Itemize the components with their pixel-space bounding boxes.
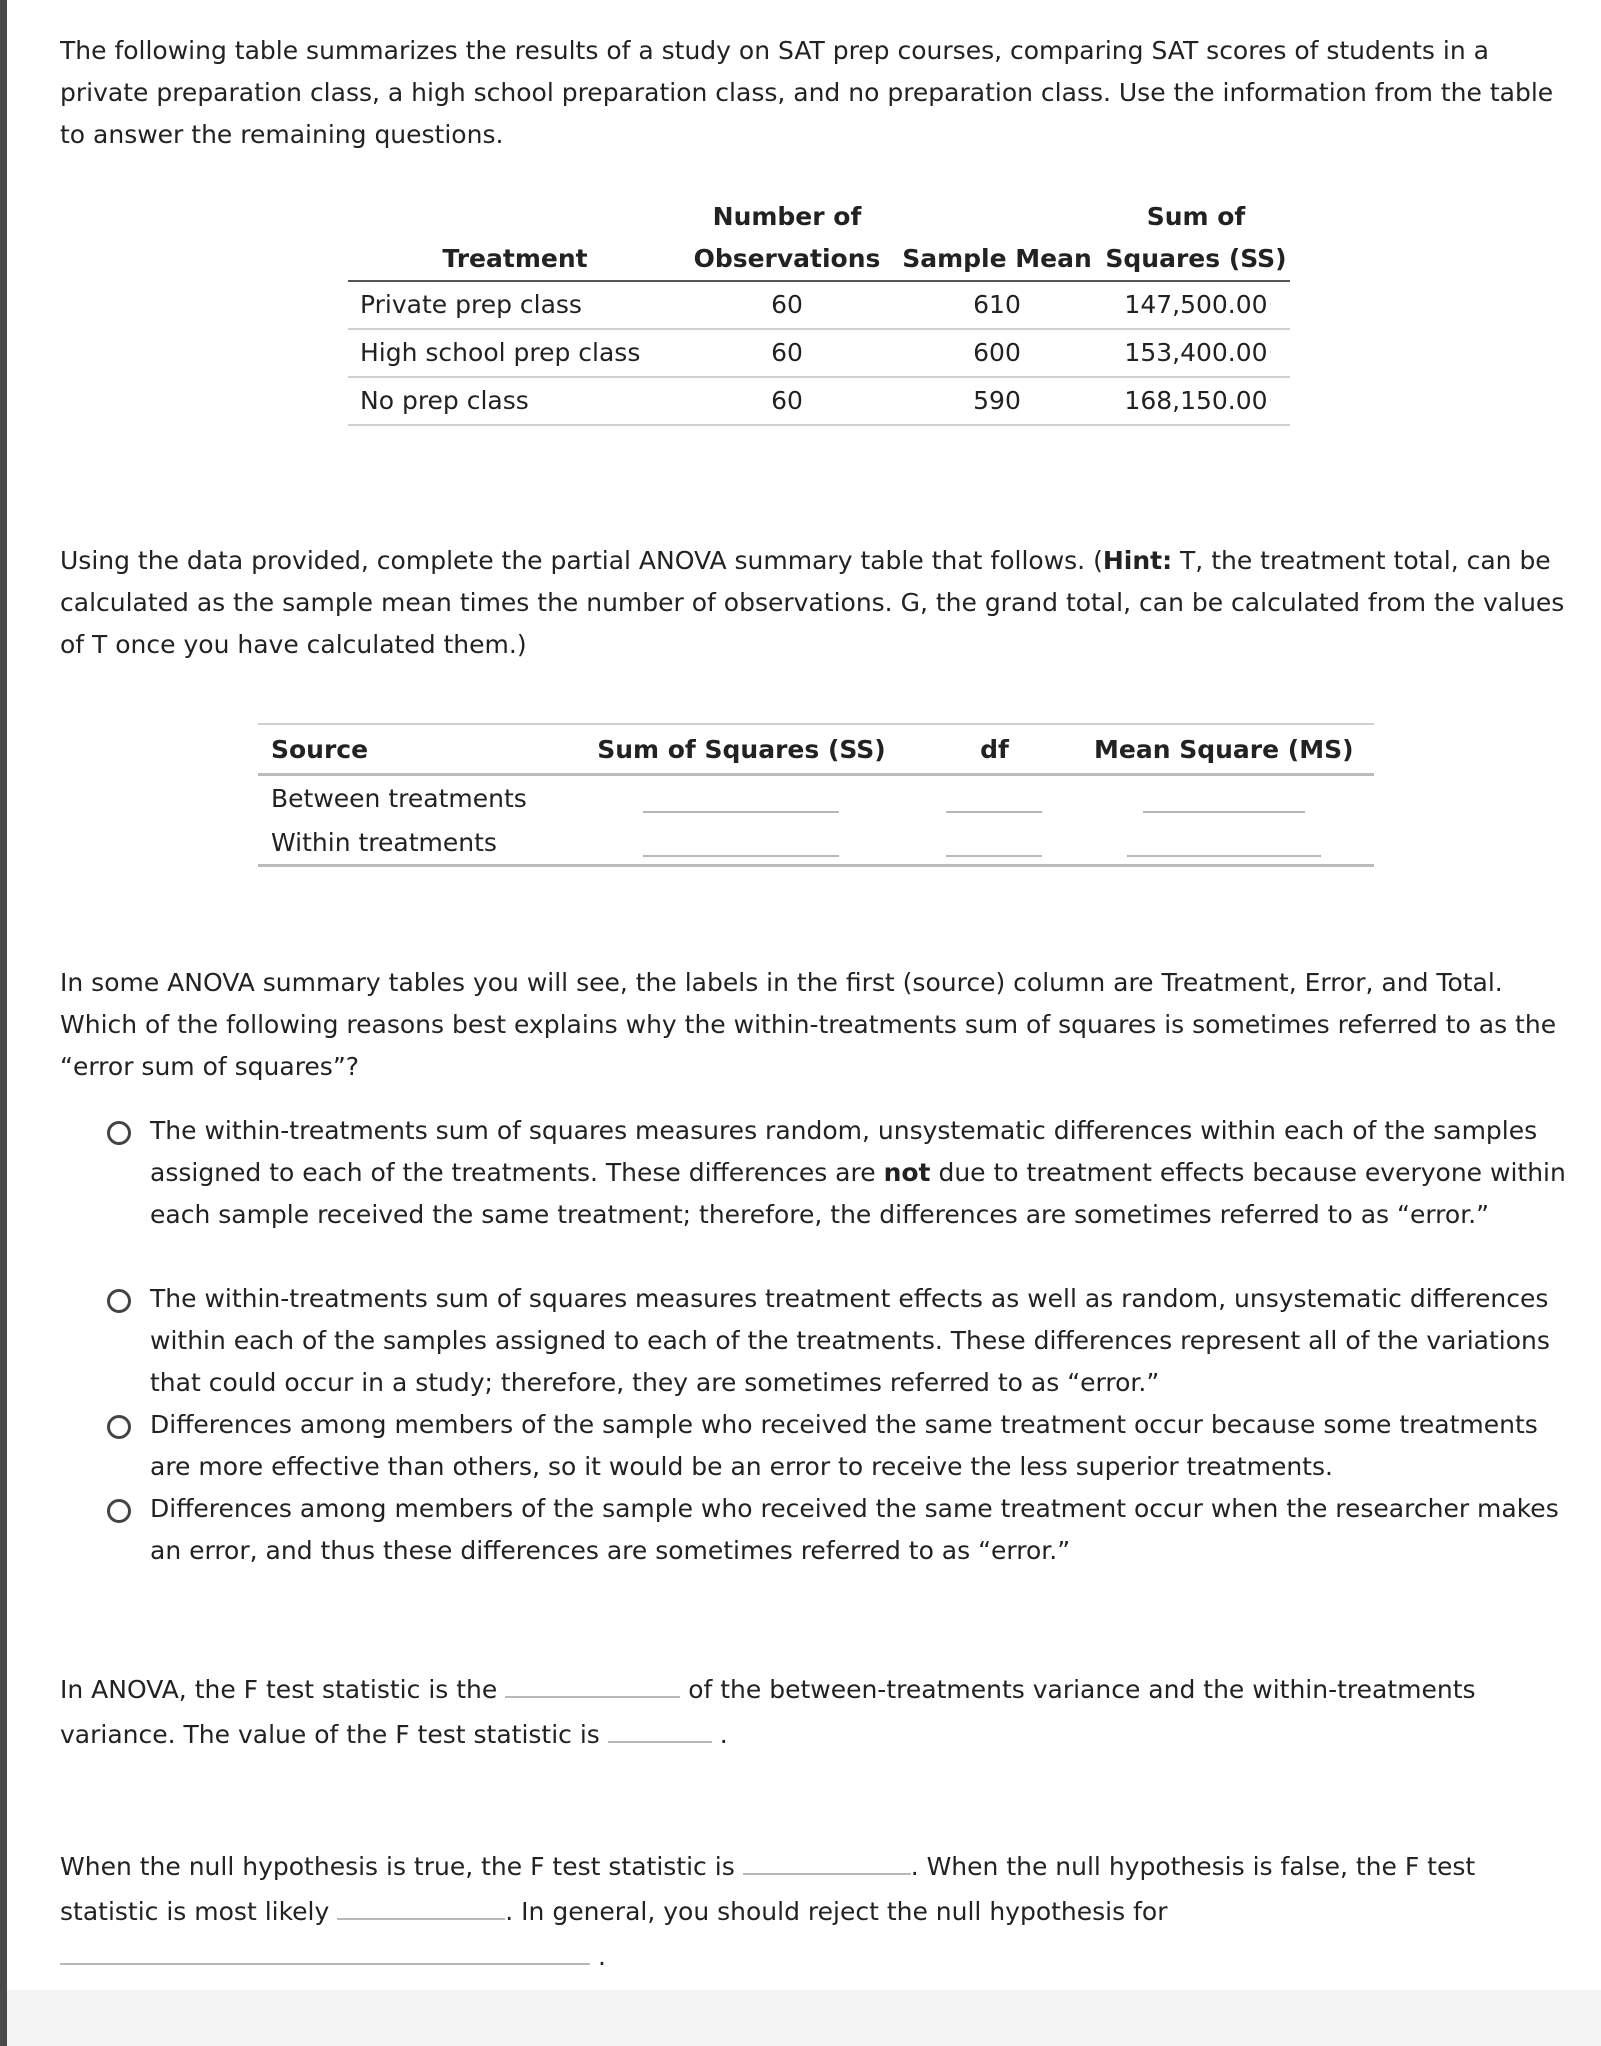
header-n-line1: Number of (712, 202, 862, 231)
f-statistic-question: In ANOVA, the F test statistic is the of the between-treatments variance and the within-treatments variance. The value of the F test statistic is . (60, 1666, 1570, 1756)
header-source: Source (271, 734, 369, 764)
anova-summary-table (258, 723, 1374, 867)
mean-cell: 610 (892, 281, 1102, 329)
df-within-input[interactable] (946, 829, 1042, 857)
anova-row-within (258, 820, 1374, 864)
header-ss-line1: Sum of (1146, 202, 1246, 231)
treatment-cell: No prep class (348, 377, 682, 425)
header-ss: Sum of Squares (SS) (597, 734, 886, 764)
f-when-null-true-dropdown[interactable] (743, 1843, 911, 1875)
ss-cell: 153,400.00 (1102, 329, 1290, 377)
reject-null-dropdown[interactable] (60, 1933, 590, 1965)
hint-label: Hint: (1102, 546, 1173, 575)
table-row (348, 329, 1290, 377)
anova-instructions: Using the data provided, complete the partial ANOVA summary table that follows. (Hint: T, the treatment total, can be calculated as the sample mean times the number of observations. G, the grand total, can be calculated from the values of T once you have calculated them.) (60, 546, 1565, 659)
source-between: Between treatments (271, 783, 527, 813)
option-2-radio[interactable] (107, 1289, 131, 1313)
null-hypothesis-question: When the null hypothesis is true, the F test statistic is . When the null hypothesis is false, the F test statistic is most likely . In general, you should reject the null hypothesis for . (60, 1843, 1570, 1978)
ss-between-input[interactable] (643, 785, 839, 813)
option-3-radio[interactable] (107, 1415, 131, 1439)
ss-cell: 147,500.00 (1102, 281, 1290, 329)
option-2-text: The within-treatments sum of squares measures treatment effects as well as random, unsystematic differences within each of the samples assigned to each of the treatments. These differences represent all of the variations that could occur in a study; therefore, they are sometimes referred to as “error.” (150, 1284, 1550, 1397)
n-cell: 60 (682, 377, 892, 425)
treatment-cell: High school prep class (348, 329, 682, 377)
n-cell: 60 (682, 281, 892, 329)
header-mean: Sample Mean (892, 238, 1102, 281)
header-n-line2: Observations (682, 238, 892, 281)
source-within: Within treatments (271, 827, 497, 857)
table-row (348, 377, 1290, 425)
option-4-radio[interactable] (107, 1499, 131, 1523)
header-ms: Mean Square (MS) (1094, 734, 1354, 764)
f-value-input[interactable] (608, 1711, 712, 1743)
n-cell: 60 (682, 329, 892, 377)
table-row (348, 281, 1290, 329)
header-ss-line2: Squares (SS) (1102, 238, 1290, 281)
f-when-null-false-dropdown[interactable] (337, 1888, 505, 1920)
option-1-text: The within-treatments sum of squares measures random, unsystematic differences within each of the samples assigned to each of the treatments. These differences are not due to treatment effects because everyone within each sample received the same treatment; therefore, the differences are sometimes referred to as “error.” (150, 1116, 1566, 1229)
treatment-cell: Private prep class (348, 281, 682, 329)
ss-cell: 168,150.00 (1102, 377, 1290, 425)
intro-text: The following table summarizes the results of a study on SAT prep courses, comparing SAT scores of students in a private preparation class, a high school preparation class, and no preparation class. Use the information from the table to answer the remaining questions. (60, 36, 1554, 149)
option-1-radio[interactable] (107, 1121, 131, 1145)
study-results-table (348, 196, 1290, 426)
df-between-input[interactable] (946, 785, 1042, 813)
anova-row-between (258, 776, 1374, 820)
error-ss-question: In some ANOVA summary tables you will see, the labels in the first (source) column are Treatment, Error, and Total. Which of the following reasons best explains why the within-treatments sum of squares is sometimes referred to as the “error sum of squares”? (60, 968, 1557, 1081)
mean-cell: 590 (892, 377, 1102, 425)
option-4-text: Differences among members of the sample who received the same treatment occur when the researcher makes an error, and thus these differences are sometimes referred to as “error.” (150, 1494, 1559, 1565)
f-ratio-dropdown[interactable] (505, 1666, 680, 1698)
anova-header-row (258, 725, 1374, 776)
header-df: df (980, 734, 1009, 764)
bottom-shade (7, 1990, 1601, 2046)
ms-within-input[interactable] (1127, 829, 1321, 857)
left-border (0, 0, 7, 2046)
ss-within-input[interactable] (643, 829, 839, 857)
header-treatment: Treatment (348, 238, 682, 281)
option-3-text: Differences among members of the sample who received the same treatment occur because some treatments are more effective than others, so it would be an error to receive the less superior treatments. (150, 1410, 1538, 1481)
mean-cell: 600 (892, 329, 1102, 377)
ms-between-input[interactable] (1143, 785, 1305, 813)
